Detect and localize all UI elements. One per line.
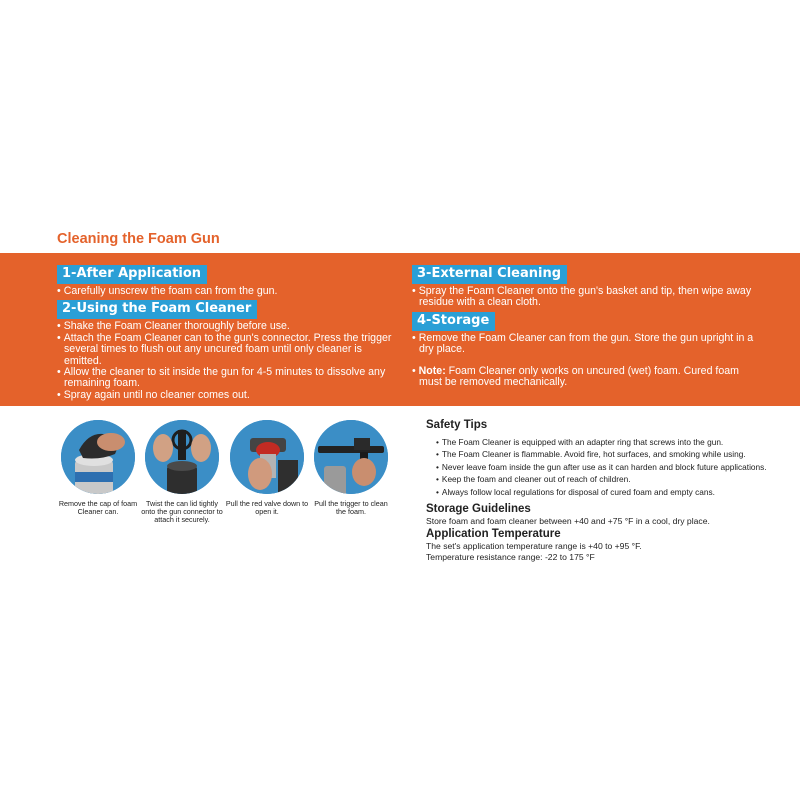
note: • Note: Foam Cleaner only works on uncured (wet) foam. Cured foam must be removed mechanically. [412, 364, 739, 389]
list-item: • Keep the foam and cleaner out of reach of children. [436, 473, 776, 485]
right-column [412, 264, 757, 388]
step-2-heading: 2-Using the Foam Cleaner [57, 300, 257, 319]
photo-caption: Pull the red valve down to open it. [225, 499, 309, 516]
list-item: • The Foam Cleaner is equipped with an adapter ring that screws into the gun. [436, 436, 776, 448]
list-item: • Spray again until no cleaner comes out. [57, 390, 402, 401]
safety-list [426, 436, 776, 498]
red-valve-illustration [230, 420, 304, 494]
list-item: • Shake the Foam Cleaner thoroughly before use. [57, 321, 402, 332]
storage-text: Store foam and foam cleaner between +40 and +75 °F in a cool, dry place. [426, 516, 710, 527]
temperature-line-2: Temperature resistance range: -22 to 175 °F [426, 552, 595, 563]
note-label: Note: [418, 364, 446, 377]
list-item: • Remove the Foam Cleaner can from the gun. Store the gun upright in a dry place. [412, 333, 757, 356]
step-2-list [57, 321, 402, 401]
step-3-heading: 3-External Cleaning [412, 265, 567, 284]
step-4-list [412, 333, 757, 356]
safety-heading: Safety Tips [426, 419, 488, 431]
instruction-band [0, 253, 800, 406]
list-item: • Carefully unscrew the foam can from the gun. [57, 286, 402, 297]
hand-removing-cap-illustration [61, 420, 135, 494]
photo-caption: Twist the can lid tightly onto the gun connector to attach it securely. [141, 499, 223, 524]
trigger-illustration [314, 420, 388, 494]
step-1-heading: 1-After Application [57, 265, 207, 284]
photo-attach-can [145, 420, 219, 494]
list-item: • Allow the cleaner to sit inside the gun for 4-5 minutes to dissolve any remaining foam. [57, 367, 402, 390]
list-item: • Attach the Foam Cleaner can to the gun's connector. Press the trigger several times to flush out any uncured foam until only cleaner is emitted. [57, 333, 402, 367]
photo-open-valve [230, 420, 304, 494]
photo-remove-cap [61, 420, 135, 494]
photo-caption: Pull the trigger to clean the foam. [314, 499, 388, 516]
temperature-line-1: The set's application temperature range is +40 to +95 °F. [426, 541, 642, 552]
photo-row [55, 420, 388, 530]
list-item: • Never leave foam inside the gun after use as it can harden and block future applications. [436, 461, 776, 473]
step-3-list [412, 286, 757, 309]
list-item: • Spray the Foam Cleaner onto the gun's basket and tip, then wipe away residue with a clean cloth. [412, 286, 757, 309]
left-column [57, 264, 402, 403]
info-panel [426, 418, 776, 563]
list-item: • Always follow local regulations for disposal of cured foam and empty cans. [436, 486, 776, 498]
list-item: • The Foam Cleaner is flammable. Avoid fire, hot surfaces, and smoking while using. [436, 448, 776, 460]
storage-heading: Storage Guidelines [426, 503, 531, 516]
photo-pull-trigger [314, 420, 388, 494]
temperature-heading: Application Temperature [426, 528, 561, 541]
note-text: Foam Cleaner only works on uncured (wet) foam. Cured foam must be removed mechanically. [419, 364, 739, 389]
step-4-heading: 4-Storage [412, 312, 495, 331]
step-1-list [57, 286, 402, 297]
page-title: Cleaning the Foam Gun [57, 231, 220, 247]
photo-caption: Remove the cap of foam Cleaner can. [58, 499, 138, 516]
hand-attaching-can-illustration [145, 420, 219, 494]
